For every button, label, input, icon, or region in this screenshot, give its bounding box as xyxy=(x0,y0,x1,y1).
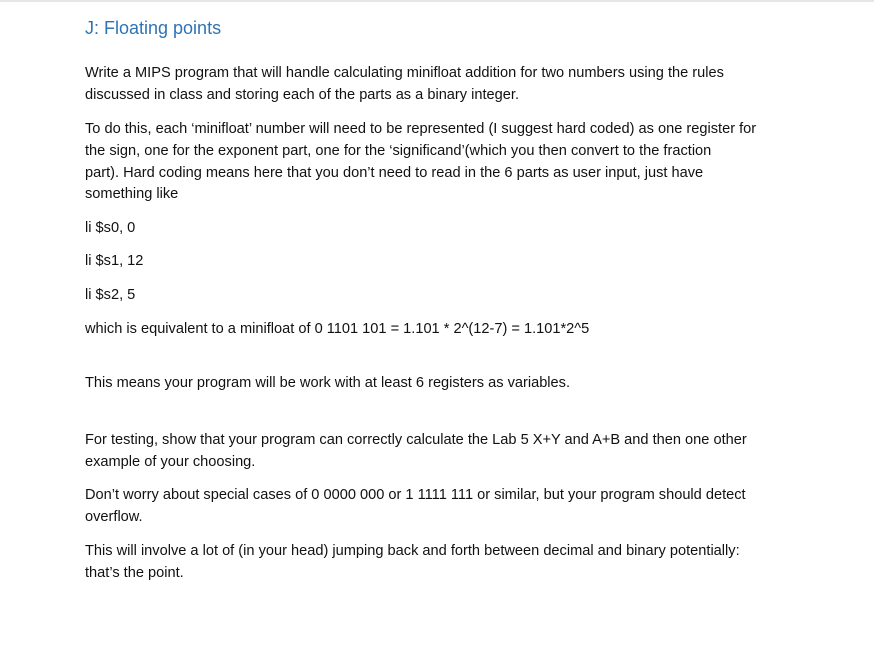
text-line: To do this, each ‘minifloat’ number will need to be represented (I suggest hard coded) as one register for xyxy=(85,121,757,137)
top-divider xyxy=(0,0,874,2)
text-line: overflow. xyxy=(85,508,143,525)
text-line: the sign, one for the exponent part, one for the ‘significand’(which you then convert to the fraction xyxy=(85,142,712,159)
code-text: li $s2, 5 xyxy=(85,287,136,303)
paragraph-special-cases xyxy=(85,485,805,529)
text-line: example of your choosing. xyxy=(85,453,256,470)
paragraph-testing xyxy=(85,430,805,474)
text-line: This means your program will be work with at least 6 registers as variables. xyxy=(85,375,571,391)
section-heading: J: Floating points xyxy=(85,18,222,38)
code-line-s1 xyxy=(85,251,805,273)
text-line: This will involve a lot of (in your head) jumping back and forth between decimal and binary potentially: xyxy=(85,543,740,559)
paragraph-representation xyxy=(85,119,805,206)
text-line: part). Hard coding means here that you don’t need to read in the 6 parts as user input, just have xyxy=(85,164,704,181)
paragraph-task xyxy=(85,63,805,107)
text-line: which is equivalent to a minifloat of 0 1101 101 = 1.101 * 2^(12-7) = 1.101*2^5 xyxy=(85,321,590,337)
text-line: Write a MIPS program that will handle calculating minifloat addition for two numbers using the rules xyxy=(85,65,724,81)
paragraph-conclusion xyxy=(85,541,805,585)
paragraph-registers xyxy=(85,373,805,395)
text-line: that’s the point. xyxy=(85,564,184,581)
text-line: Don’t worry about special cases of 0 0000 000 or 1 1111 111 or similar, but your program should detect xyxy=(85,487,746,503)
code-line-s0 xyxy=(85,218,805,240)
text-line: discussed in class and storing each of the parts as a binary integer. xyxy=(85,86,520,103)
code-text: li $s0, 0 xyxy=(85,220,136,236)
paragraph-equivalence xyxy=(85,319,805,341)
text-line: For testing, show that your program can correctly calculate the Lab 5 X+Y and A+B and then one other xyxy=(85,432,747,448)
text-line: something like xyxy=(85,186,179,203)
code-line-s2 xyxy=(85,285,805,307)
code-text: li $s1, 12 xyxy=(85,253,144,269)
